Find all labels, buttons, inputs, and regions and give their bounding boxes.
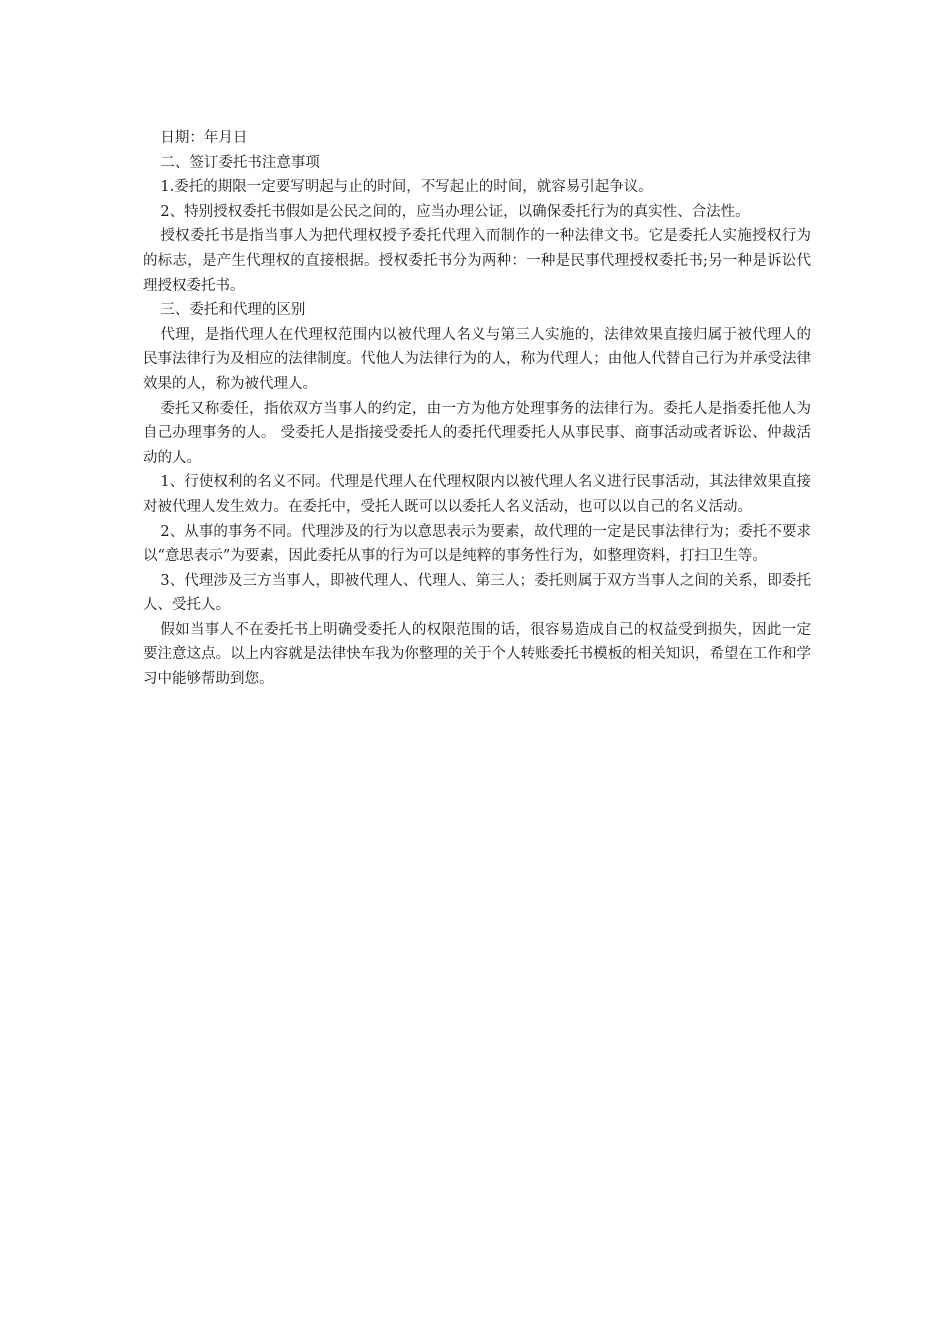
- paragraph-conclusion: 假如当事人不在委托书上明确受委托人的权限范围的话，很容易造成自己的权益受到损失，因此一定要注意这点。以上内容就是法律快车我为你整理的关于个人转账委托书模板的相关知识，希望在工作和学习中能够帮助到您。: [143, 621, 811, 688]
- difference-item-1: 1、行使权利的名义不同。代理是代理人在代理权限内以被代理人名义进行民事活动，其法律效果直接对被代理人发生效力。在委托中，受托人既可以以委托人名义活动，也可以以自己的名义活动。: [143, 474, 811, 515]
- difference-item-2: 2、从事的事务不同。代理涉及的行为以意思表示为要素，故代理的一定是民事法律行为；委托不要求以“意思表示”为要素，因此委托从事的行为可以是纯粹的事务性行为，如整理资料，打扫卫生等。: [143, 523, 811, 565]
- paragraph-entrustment-definition: 委托又称委任，指依双方当事人的约定，由一方为他方处理事务的法律行为。委托人是指委托他人为自己办理事务的人。 受委托人是指接受委托人的委托代理委托人从事民事、商事活动或者诉讼、仲裁活动的人。: [143, 400, 811, 466]
- difference-item-3: 3、代理涉及三方当事人，即被代理人、代理人、第三人；委托则属于双方当事人之间的关系，即委托人、受托人。: [143, 572, 811, 614]
- section-heading-notes: 二、签订委托书注意事项: [160, 154, 320, 171]
- date-line: 日期：年月日: [160, 130, 248, 146]
- section-heading-difference: 三、委托和代理的区别: [160, 302, 306, 319]
- document-body: [143, 126, 811, 692]
- note-item-1: 1.委托的期限一定要写明起与止的时间，不写起止的时间，就容易引起争议。: [160, 179, 653, 196]
- paragraph-authorization-definition: 授权委托书是指当事人为把代理权授予委托代理入而制作的一种法律文书。它是委托人实施授权行为的标志，是产生代理权的直接根据。授权委托书分为两种：一种是民事代理授权委托书;另一种是诉讼代理授权委托书。: [143, 228, 811, 294]
- note-item-2: 2、特别授权委托书假如是公民之间的，应当办理公证，以确保委托行为的真实性、合法性。: [160, 203, 750, 220]
- paragraph-agency-definition: 代理，是指代理人在代理权范围内以被代理人名义与第三人实施的，法律效果直接归属于被代理人的民事法律行为及相应的法律制度。代他人为法律行为的人，称为代理人；由他人代替自己行为并承受法律效果的人，称为被代理人。: [143, 326, 811, 392]
